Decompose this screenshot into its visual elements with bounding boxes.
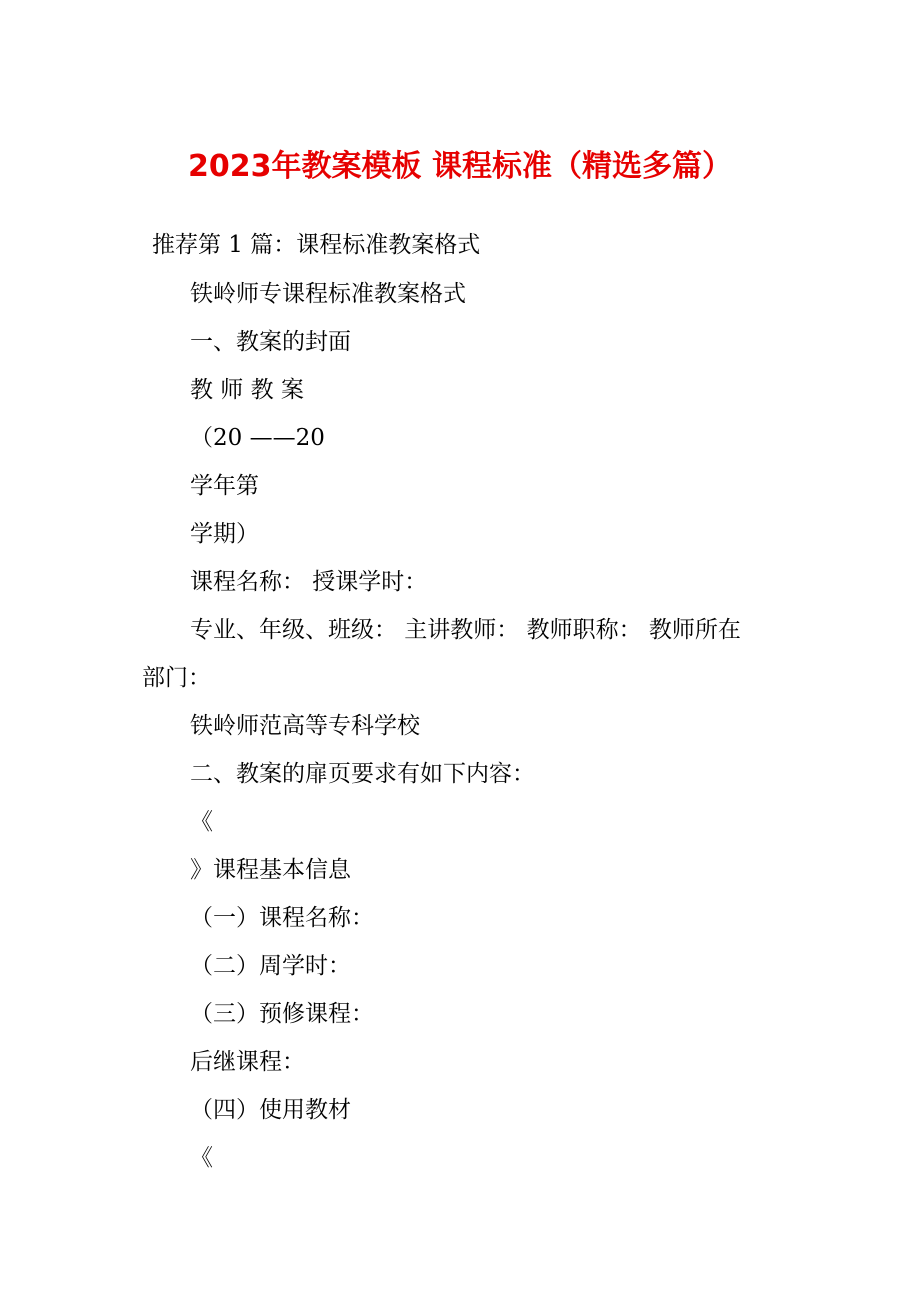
paragraph: （四）使用教材 <box>190 1097 351 1123</box>
paragraph: （二）周学时： <box>190 953 351 979</box>
section-heading: 二、教案的扉页要求有如下内容： <box>190 761 535 787</box>
paragraph: 后继课程： <box>190 1049 305 1075</box>
paragraph: （一）课程名称： <box>190 905 374 931</box>
document-title: 2023年教案模板 课程标准（精选多篇） <box>188 149 732 184</box>
paragraph: 铁岭师范高等专科学校 <box>190 713 420 739</box>
paragraph: 专业、年级、班级： 主讲教师： 教师职称： 教师所在 <box>190 617 741 643</box>
paragraph: 《 <box>190 809 213 835</box>
paragraph: 《 <box>190 1145 213 1171</box>
paragraph: 》课程基本信息 <box>190 857 351 883</box>
paragraph: 学期） <box>190 521 259 547</box>
paragraph: （三）预修课程： <box>190 1001 374 1027</box>
recommend-heading: 推荐第 1 篇：课程标准教案格式 <box>152 232 481 258</box>
paragraph-continuation: 部门： <box>142 665 211 691</box>
section-heading: 一、教案的封面 <box>190 329 351 355</box>
paragraph: 学年第 <box>190 473 259 499</box>
paragraph: 课程名称： 授课学时： <box>190 569 428 595</box>
paragraph: 铁岭师专课程标准教案格式 <box>190 281 466 307</box>
paragraph: 教 师 教 案 <box>190 377 304 403</box>
paragraph: （20 ——20 <box>190 425 325 451</box>
